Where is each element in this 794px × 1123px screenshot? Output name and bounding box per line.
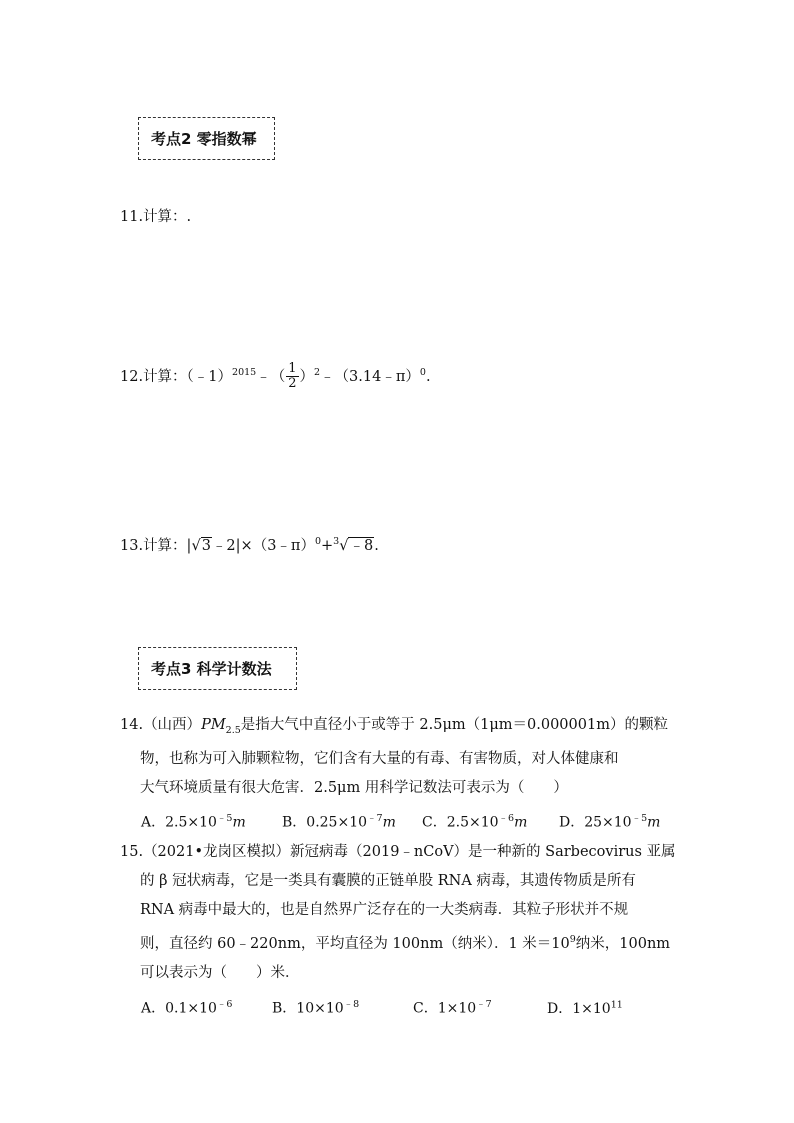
- q15-option-a[interactable]: [141, 996, 272, 1018]
- question-number: 11.: [120, 209, 144, 225]
- section-header-zero-exponent: [138, 117, 275, 160]
- q15-line-4: [120, 925, 680, 959]
- q13-text: .: [374, 538, 379, 554]
- question-11: [120, 205, 191, 226]
- q15-text: 则，直径约 60﹣220nm，平均直径为 100nm（纳米）．1 米＝10: [140, 935, 570, 952]
- option-unit: m: [232, 814, 246, 831]
- q12-exponent: 2015: [232, 366, 257, 378]
- sqrt-argument: 3: [201, 538, 211, 554]
- option-exponent: ﹣6: [498, 813, 515, 824]
- option-exponent: ﹣5: [631, 813, 648, 824]
- q15-text: 纳米，100nm: [575, 935, 671, 952]
- option-text: D．1×10: [547, 1000, 611, 1017]
- question-number: 12.: [120, 368, 144, 385]
- option-unit: m: [647, 814, 661, 831]
- cbrt-argument: ﹣8: [349, 538, 374, 554]
- fraction: [286, 362, 298, 392]
- question-15: [120, 838, 680, 988]
- q14-line-1: [120, 717, 668, 736]
- option-exponent: 11: [610, 999, 623, 1010]
- q13-text: +: [321, 538, 334, 554]
- question-text: 计算：.: [143, 209, 192, 225]
- q12-text: ﹣（: [256, 368, 286, 385]
- question-12: [120, 362, 431, 392]
- q15-line-3: RNA 病毒中最大的，也是自然界广泛存在的一大类病毒．其粒子形状并不规: [140, 902, 629, 918]
- q12-exponent: 2: [314, 366, 321, 378]
- q14-pm-subscript: 2.5: [225, 724, 241, 736]
- option-text: C．2.5×10: [422, 814, 499, 831]
- option-text: D．25×10: [559, 814, 632, 831]
- cbrt-symbol: √: [339, 538, 349, 554]
- q13-text: ﹣2|×（3﹣π）: [211, 538, 315, 554]
- root-index: 3: [333, 536, 340, 548]
- question-number: 15.: [120, 844, 144, 860]
- q14-options: [141, 810, 660, 832]
- q14-option-b[interactable]: [282, 810, 422, 832]
- q15-option-b[interactable]: [272, 996, 413, 1018]
- q15-line-2: 的 β 冠状病毒，它是一类具有囊膜的正链单股 RNA 病毒，其遗传物质是所有: [140, 873, 636, 889]
- q12-text: ﹣（3.14﹣π）: [320, 368, 420, 385]
- q14-option-a[interactable]: [141, 810, 282, 832]
- q12-text: .: [425, 368, 431, 385]
- q12-exponent: 0: [419, 366, 426, 378]
- section-label: 考点2 零指数幂: [151, 130, 257, 148]
- q15-line-5: 可以表示为（ ）米．: [140, 964, 300, 981]
- option-unit: m: [382, 814, 396, 831]
- q13-exponent: 0: [314, 536, 321, 548]
- section-header-scientific-notation: [138, 647, 297, 690]
- q14-pm: PM: [201, 717, 226, 733]
- option-exponent: ﹣7: [476, 999, 492, 1010]
- sqrt-symbol: √: [191, 538, 201, 554]
- q14-line-2: 物，也称为可入肺颗粒物，它们含有大量的有毒、有害物质，对人体健康和: [140, 750, 619, 767]
- question-number: 13.: [120, 538, 144, 554]
- q14-option-d[interactable]: [559, 810, 660, 832]
- option-exponent: ﹣5: [216, 813, 233, 824]
- option-text: A．2.5×10: [141, 814, 217, 831]
- q15-option-c[interactable]: [413, 996, 547, 1018]
- q15-exponent: 9: [569, 934, 576, 945]
- q15-option-d[interactable]: [547, 998, 623, 1018]
- option-text: A．0.1×10: [141, 1000, 217, 1017]
- question-13: [120, 534, 379, 555]
- option-unit: m: [514, 814, 528, 831]
- q15-line-1: [120, 844, 676, 860]
- q14-line-3: 大气环境质量有很大危害．2.5μm 用科学记数法可表示为（ ）: [140, 779, 568, 796]
- option-exponent: ﹣7: [367, 813, 383, 824]
- option-text: B．10×10: [272, 1000, 344, 1017]
- option-exponent: ﹣8: [343, 999, 360, 1010]
- q15-options: [141, 996, 623, 1018]
- option-text: C．1×10: [413, 1000, 477, 1017]
- option-text: B．0.25×10: [282, 814, 368, 831]
- fraction-denominator: 2: [288, 376, 297, 392]
- question-number: 14.: [120, 717, 144, 733]
- fraction-numerator: 1: [288, 361, 297, 376]
- q12-text: ）: [299, 368, 315, 385]
- section-label: 考点3 科学计数法: [151, 660, 272, 678]
- question-14: [120, 711, 680, 803]
- q14-source: （山西）: [143, 717, 202, 733]
- q13-text: 计算：|: [143, 538, 192, 554]
- q15-text: （2021•龙岗区模拟）新冠病毒（2019﹣nCoV）是一种新的 Sarbecovirus 亚属: [143, 844, 676, 860]
- q14-text: 是指大气中直径小于或等于 2.5μm（1μm＝0.000001m）的颗粒: [240, 717, 668, 733]
- q12-text: 计算：（﹣1）: [143, 368, 233, 385]
- q14-option-c[interactable]: [422, 810, 559, 832]
- option-exponent: ﹣6: [216, 999, 233, 1010]
